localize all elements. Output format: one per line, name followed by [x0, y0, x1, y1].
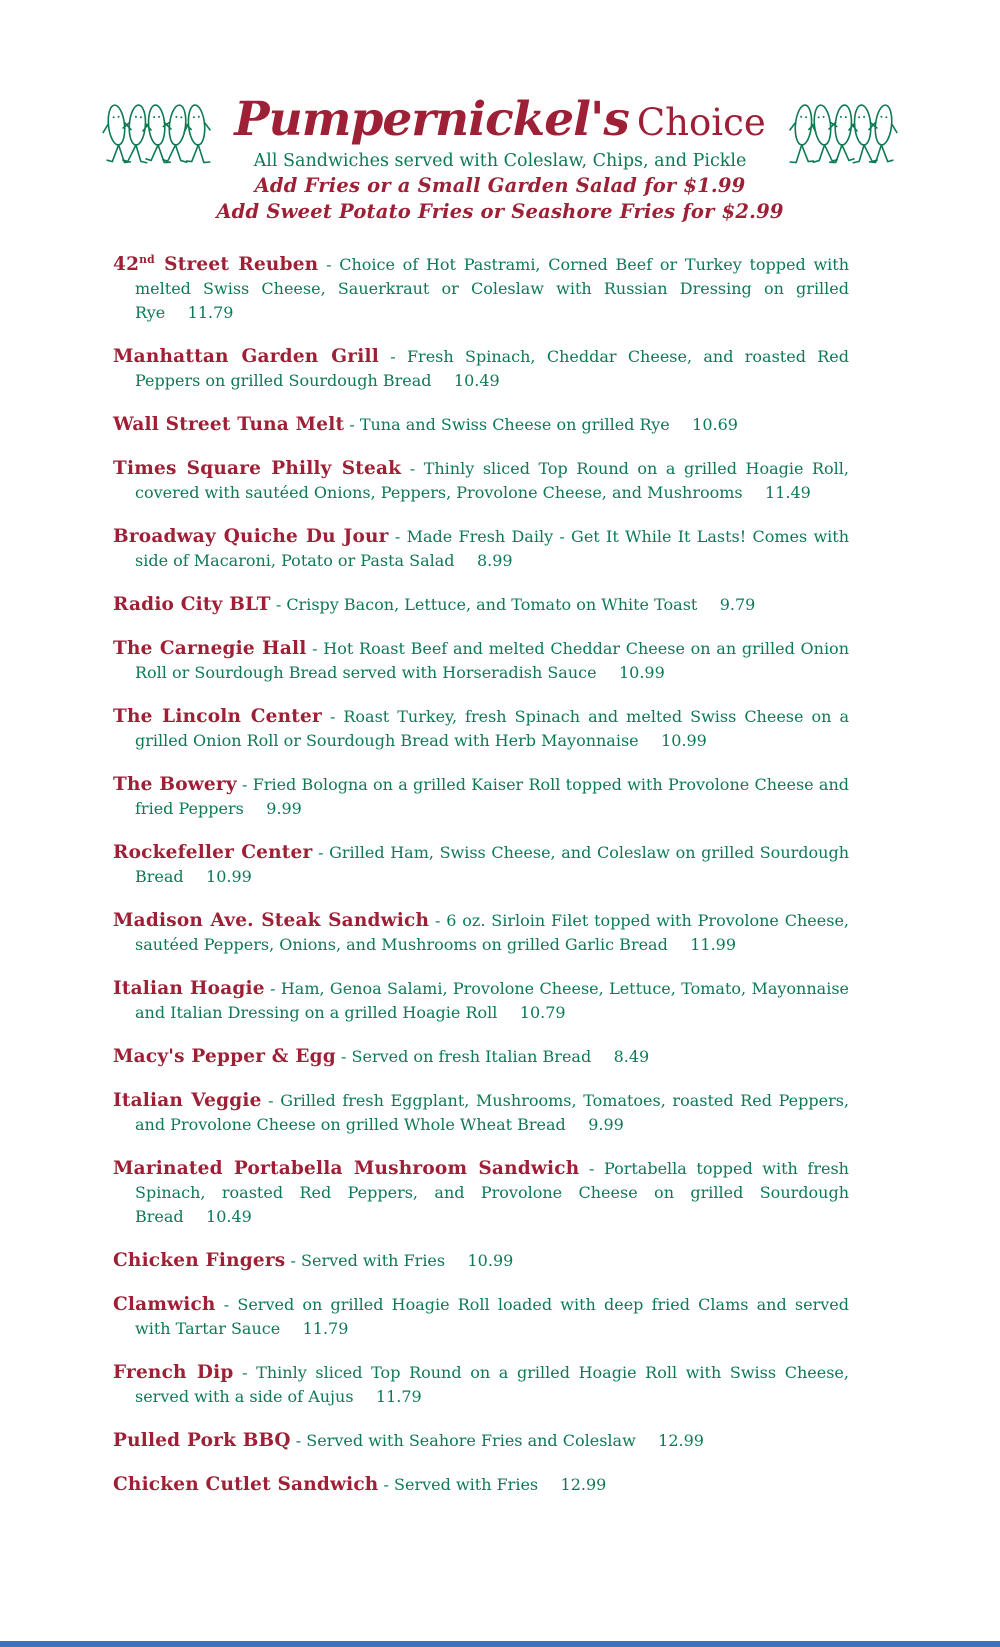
item-description: - 6 oz. Sirloin Filet topped with Provolone Cheese, sautéed Peppers, Onions, and Mushrooms on grilled Garlic Bread: [135, 911, 849, 955]
menu-item: [113, 1429, 849, 1453]
menu-item: [113, 253, 849, 325]
menu-item: [113, 413, 849, 437]
item-name: Chicken Fingers: [113, 1250, 286, 1272]
item-name: Chicken Cutlet Sandwich: [113, 1474, 379, 1496]
item-name: Marinated Portabella Mushroom Sandwich: [113, 1158, 580, 1180]
item-name: Rockefeller Center: [113, 842, 313, 864]
menu-item-list: [113, 253, 849, 1497]
item-name: Manhattan Garden Grill: [113, 346, 379, 368]
item-price: 9.99: [588, 1115, 624, 1135]
item-description: - Roast Turkey, fresh Spinach and melted Swiss Cheese on a grilled Onion Roll or Sourdough Bread with Herb Mayonnaise: [135, 707, 849, 751]
item-description: - Served with Seahore Fries and Coleslaw: [290, 1431, 636, 1451]
item-description: - Thinly sliced Top Round on a grilled Hoagie Roll with Swiss Cheese, served with a side of Aujus: [135, 1363, 849, 1407]
addon-line-2: Add Sweet Potato Fries or Seashore Fries for $2.99: [216, 200, 784, 224]
item-price: 10.99: [467, 1251, 514, 1271]
item-price: 10.99: [206, 867, 252, 887]
item-description: - Crispy Bacon, Lettuce, and Tomato on White Toast: [270, 595, 698, 615]
menu-item: [113, 705, 849, 753]
item-name: 42nd Street Reuben: [113, 253, 319, 276]
item-price: 12.99: [658, 1431, 704, 1451]
addon-line-1: Add Fries or a Small Garden Salad for $1.99: [254, 174, 746, 198]
item-name: French Dip: [113, 1362, 234, 1384]
item-description: - Fresh Spinach, Cheddar Cheese, and roasted Red Peppers on grilled Sourdough Bread: [135, 347, 850, 391]
menu-item: [113, 977, 849, 1025]
item-name: Pulled Pork BBQ: [113, 1430, 291, 1452]
item-description: - Thinly sliced Top Round on a grilled Hoagie Roll, covered with sautéed Onions, Peppers, Provolone Cheese, and Mushrooms: [135, 459, 849, 503]
title-choice: Choice: [636, 101, 766, 144]
item-name: The Bowery: [113, 774, 237, 796]
item-name: Wall Street Tuna Melt: [113, 414, 345, 436]
item-description: - Served with Fries: [378, 1475, 539, 1495]
item-name: Broadway Quiche Du Jour: [113, 526, 389, 548]
menu-item: [113, 345, 849, 393]
item-description: - Served on fresh Italian Bread: [335, 1047, 592, 1067]
item-price: 10.49: [453, 371, 500, 391]
item-price: 10.69: [692, 415, 738, 435]
subtitle: All Sandwiches served with Coleslaw, Chips, and Pickle: [253, 151, 747, 172]
item-price: 8.49: [613, 1047, 650, 1067]
menu-item: [113, 457, 849, 505]
item-price: 11.79: [302, 1319, 349, 1339]
menu-item: [113, 1293, 849, 1341]
item-price: 9.99: [266, 799, 302, 819]
item-price: 9.79: [719, 595, 756, 615]
bottom-edge-line: [0, 1641, 1000, 1647]
item-name: Clamwich: [113, 1294, 216, 1316]
menu-item: [113, 1361, 849, 1409]
item-price: 10.99: [618, 663, 665, 683]
item-name: The Carnegie Hall: [113, 638, 307, 660]
dancing-pickles-icon: [102, 95, 212, 185]
item-name: Italian Hoagie: [113, 978, 265, 1000]
item-name: Times Square Philly Steak: [113, 458, 402, 480]
item-name: The Lincoln Center: [113, 706, 322, 728]
item-price: 8.99: [476, 551, 513, 571]
menu-item: [113, 1045, 849, 1069]
item-name: Macy's Pepper & Egg: [113, 1046, 336, 1068]
menu-item: [113, 773, 849, 821]
menu-item: [113, 1249, 849, 1273]
item-name: Madison Ave. Steak Sandwich: [113, 910, 430, 932]
item-description: - Served with Fries: [285, 1251, 446, 1271]
item-price: 11.79: [375, 1387, 422, 1407]
item-description: - Hot Roast Beef and melted Cheddar Cheese on an grilled Onion Roll or Sourdough Bread served with Horseradish Sauce: [135, 639, 849, 683]
item-description: - Grilled fresh Eggplant, Mushrooms, Tomatoes, roasted Red Peppers, and Provolone Cheese on grilled Whole Wheat Bread: [135, 1091, 850, 1135]
item-description: - Fried Bologna on a grilled Kaiser Roll topped with Provolone Cheese and fried Peppers: [135, 775, 849, 819]
menu-item: [113, 637, 849, 685]
item-price: 10.79: [519, 1003, 566, 1023]
item-description: - Portabella topped with fresh Spinach, roasted Red Peppers, and Provolone Cheese on grilled Sourdough Bread: [135, 1159, 849, 1227]
menu-item: [113, 1089, 849, 1137]
menu-item: [113, 909, 849, 957]
menu-item: [113, 1473, 849, 1497]
menu-header: [0, 0, 1000, 223]
title-script: Pumpernickel's: [234, 92, 629, 147]
item-description: - Made Fresh Daily - Get It While It Lasts! Comes with side of Macaroni, Potato or Pasta Salad: [135, 527, 850, 571]
item-description: - Grilled Ham, Swiss Cheese, and Coleslaw on grilled Sourdough Bread: [135, 843, 849, 887]
item-description: - Tuna and Swiss Cheese on grilled Rye: [344, 415, 670, 435]
item-price: 11.99: [690, 935, 737, 955]
item-name: Radio City BLT: [113, 594, 271, 616]
item-description: - Served on grilled Hoagie Roll loaded with deep fried Clams and served with Tartar Sauce: [135, 1295, 849, 1339]
item-name: Italian Veggie: [113, 1090, 262, 1112]
item-description: - Ham, Genoa Salami, Provolone Cheese, Lettuce, Tomato, Mayonnaise and Italian Dressing on a grilled Hoagie Roll: [135, 979, 849, 1023]
item-price: 11.49: [765, 483, 811, 503]
menu-item: [113, 1157, 849, 1229]
menu-item: [113, 525, 849, 573]
item-description: - Choice of Hot Pastrami, Corned Beef or Turkey topped with melted Swiss Cheese, Sauerkraut or Coleslaw with Russian Dressing on grilled Rye: [135, 255, 850, 323]
menu-item: [113, 593, 849, 617]
dancing-pickles-icon: [788, 95, 898, 185]
item-price: 11.79: [187, 303, 234, 323]
item-price: 12.99: [560, 1475, 607, 1495]
item-price: 10.49: [206, 1207, 252, 1227]
item-price: 10.99: [661, 731, 707, 751]
menu-item: [113, 841, 849, 889]
